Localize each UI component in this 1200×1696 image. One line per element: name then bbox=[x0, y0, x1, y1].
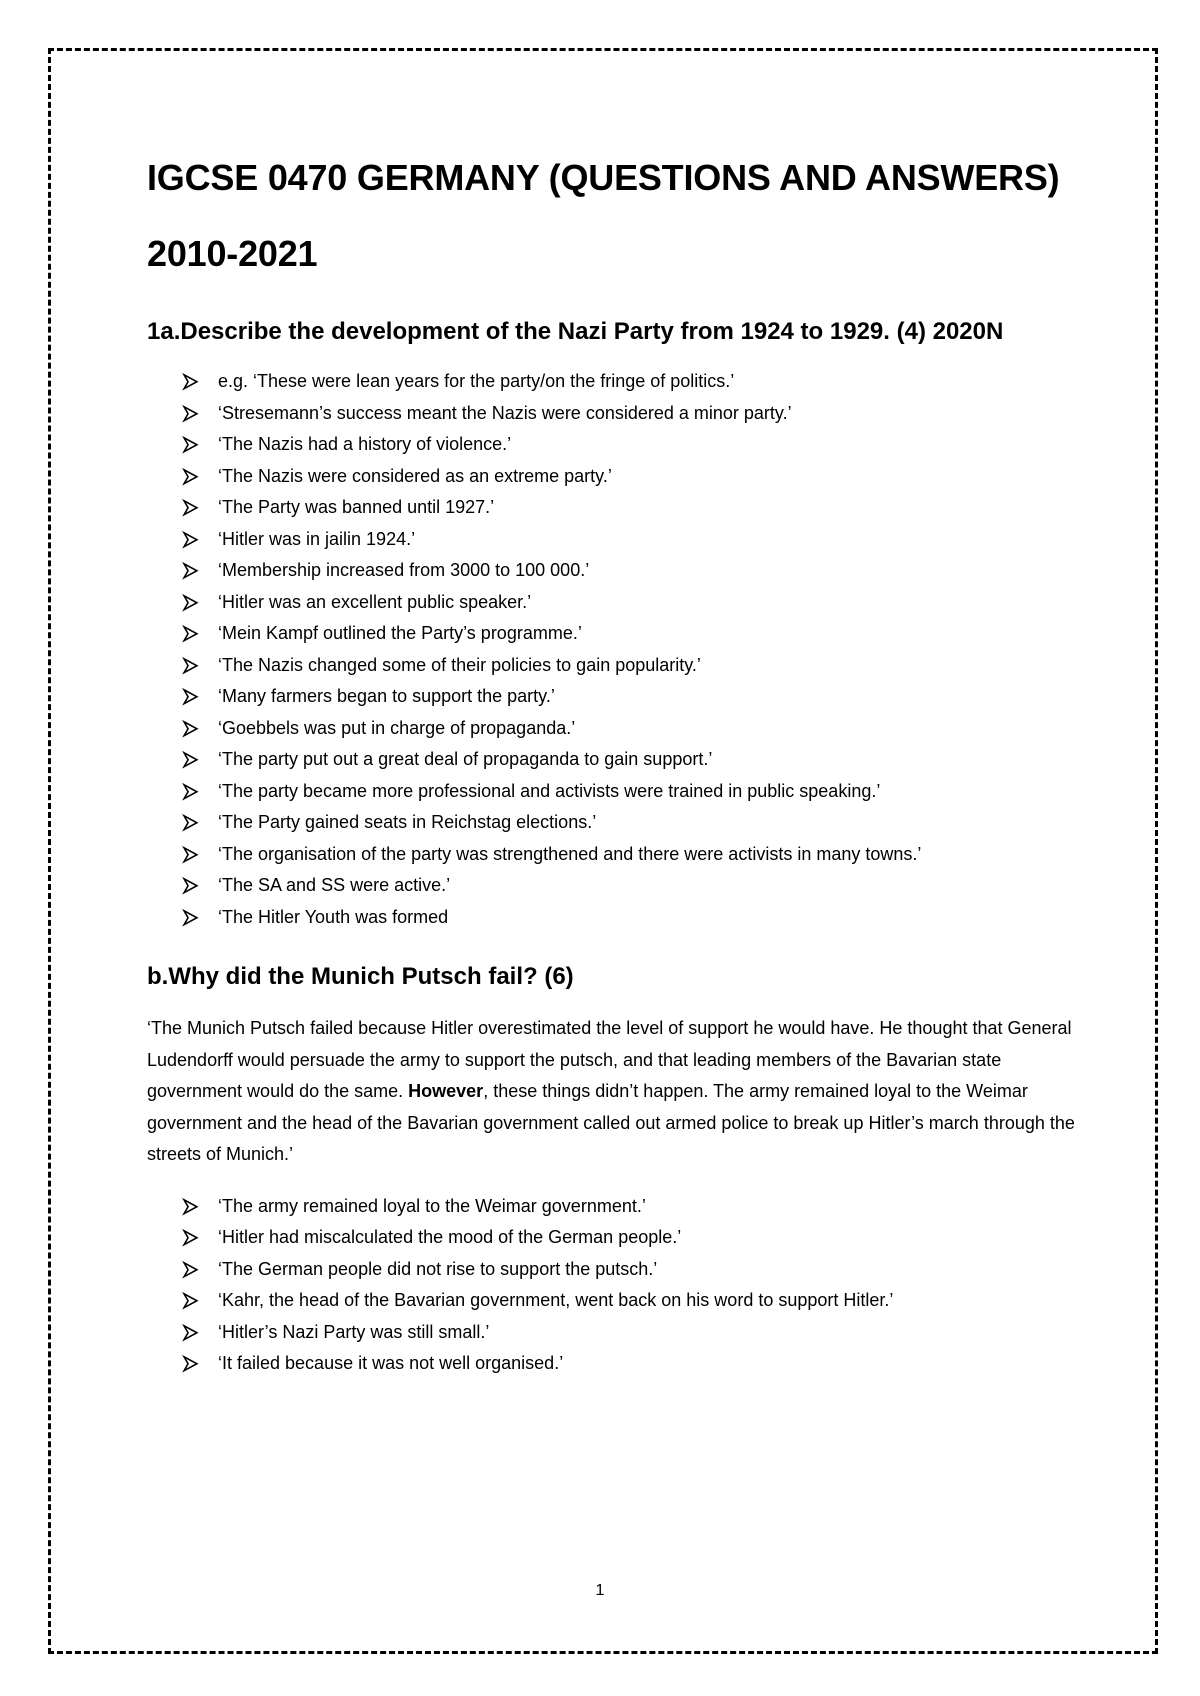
document-content bbox=[147, 140, 1077, 1380]
answer-item bbox=[181, 366, 1077, 398]
arrowhead-bullet-icon bbox=[181, 681, 201, 713]
title-line-2: 2010-2021 bbox=[147, 233, 318, 274]
arrowhead-bullet-icon bbox=[181, 492, 201, 524]
answer-text: ‘The Nazis were considered as an extreme party.’ bbox=[218, 465, 612, 486]
arrowhead-bullet-icon bbox=[181, 429, 201, 461]
answer-text: ‘The Nazis had a history of violence.’ bbox=[218, 434, 512, 454]
answer-item bbox=[181, 1317, 1077, 1349]
arrowhead-bullet-icon bbox=[181, 870, 201, 902]
answer-item bbox=[181, 524, 1077, 556]
question-b-heading: b.Why did the Munich Putsch fail? (6) bbox=[147, 963, 574, 990]
arrowhead-bullet-icon bbox=[181, 839, 201, 871]
answer-item bbox=[181, 744, 1077, 776]
answer-item bbox=[181, 870, 1077, 902]
answer-text: ‘The Party was banned until 1927.’ bbox=[218, 497, 495, 517]
arrowhead-bullet-icon bbox=[181, 524, 201, 556]
answer-text: ‘The organisation of the party was strengthened and there were activists in many towns.’ bbox=[218, 843, 922, 864]
arrowhead-bullet-icon bbox=[181, 1348, 201, 1380]
answer-text: ‘Hitler had miscalculated the mood of the German people.’ bbox=[218, 1227, 682, 1247]
answer-item bbox=[181, 681, 1077, 713]
answer-item bbox=[181, 1191, 1077, 1223]
answer-text: ‘The party put out a great deal of propaganda to gain support.’ bbox=[218, 749, 713, 769]
answer-item bbox=[181, 902, 1077, 934]
answer-item bbox=[181, 555, 1077, 587]
answer-text: e.g. ‘These were lean years for the party/on the fringe of politics.’ bbox=[218, 371, 735, 391]
answer-item bbox=[181, 713, 1077, 745]
answer-text: ‘The German people did not rise to support the putsch.’ bbox=[218, 1258, 658, 1279]
answer-text: ‘Mein Kampf outlined the Party’s programme.’ bbox=[218, 623, 582, 643]
arrowhead-bullet-icon bbox=[181, 461, 201, 493]
answer-item bbox=[181, 839, 1077, 871]
answer-item bbox=[181, 1222, 1077, 1254]
answer-text: ‘The party became more professional and activists were trained in public speaking.’ bbox=[218, 780, 881, 801]
title-line-1: IGCSE 0470 GERMANY (QUESTIONS AND ANSWERS) bbox=[147, 157, 1060, 198]
answer-item bbox=[181, 650, 1077, 682]
answer-text: ‘The Hitler Youth was formed bbox=[218, 906, 449, 927]
answer-text: ‘The Party gained seats in Reichstag elections.’ bbox=[218, 812, 597, 832]
page-number: 1 bbox=[595, 1582, 605, 1599]
question-b-paragraph bbox=[147, 1013, 1077, 1171]
arrowhead-bullet-icon bbox=[181, 1285, 201, 1317]
answer-text: ‘Hitler was in jailin 1924.’ bbox=[218, 528, 416, 549]
answer-item bbox=[181, 429, 1077, 461]
question-a-answer-list bbox=[147, 366, 1077, 933]
arrowhead-bullet-icon bbox=[181, 902, 201, 934]
answer-item bbox=[181, 398, 1077, 430]
arrowhead-bullet-icon bbox=[181, 618, 201, 650]
answer-item bbox=[181, 618, 1077, 650]
arrowhead-bullet-icon bbox=[181, 776, 201, 808]
arrowhead-bullet-icon bbox=[181, 1191, 201, 1223]
answer-text: ‘It failed because it was not well organised.’ bbox=[218, 1353, 564, 1373]
arrowhead-bullet-icon bbox=[181, 1254, 201, 1286]
answer-text: ‘Membership increased from 3000 to 100 000.’ bbox=[218, 560, 590, 580]
paragraph-bold-word: However bbox=[408, 1081, 484, 1101]
answer-text: ‘Kahr, the head of the Bavarian government, went back on his word to support Hitler.’ bbox=[218, 1290, 894, 1310]
answer-text: ‘The army remained loyal to the Weimar government.’ bbox=[218, 1195, 646, 1216]
answer-text: ‘Hitler’s Nazi Party was still small.’ bbox=[218, 1321, 490, 1342]
paragraph-text-start: ‘The Munich Putsch failed because Hitler overestimated the level of support he would have. He thought that General Ludendorff would persuade the army to support the putsch, and that leading members of the Bavarian state government would do the same. bbox=[147, 1018, 1072, 1101]
answer-item bbox=[181, 1348, 1077, 1380]
answer-item bbox=[181, 492, 1077, 524]
answer-text: ‘Many farmers began to support the party.’ bbox=[218, 686, 555, 706]
answer-item bbox=[181, 776, 1077, 808]
question-b-answer-list bbox=[147, 1191, 1077, 1380]
answer-text: ‘Stresemann’s success meant the Nazis were considered a minor party.’ bbox=[218, 402, 792, 423]
arrowhead-bullet-icon bbox=[181, 366, 201, 398]
document-title bbox=[147, 140, 1077, 292]
arrowhead-bullet-icon bbox=[181, 587, 201, 619]
answer-text: ‘Goebbels was put in charge of propaganda.’ bbox=[218, 717, 576, 738]
arrowhead-bullet-icon bbox=[181, 555, 201, 587]
answer-text: ‘Hitler was an excellent public speaker.’ bbox=[218, 591, 532, 612]
arrowhead-bullet-icon bbox=[181, 744, 201, 776]
paragraph-text-end: , these things didn’t happen. The army remained loyal to the Weimar government and the head of the Bavarian government called out armed police to break up Hitler’s march through the streets of Munich.’ bbox=[147, 1081, 1075, 1164]
arrowhead-bullet-icon bbox=[181, 1222, 201, 1254]
arrowhead-bullet-icon bbox=[181, 1317, 201, 1349]
answer-item bbox=[181, 461, 1077, 493]
answer-item bbox=[181, 1285, 1077, 1317]
arrowhead-bullet-icon bbox=[181, 650, 201, 682]
answer-text: ‘The Nazis changed some of their policies to gain popularity.’ bbox=[218, 654, 701, 675]
question-a-heading: 1a.Describe the development of the Nazi Party from 1924 to 1929. (4) 2020N bbox=[147, 318, 1004, 345]
answer-item bbox=[181, 807, 1077, 839]
answer-item bbox=[181, 587, 1077, 619]
answer-item bbox=[181, 1254, 1077, 1286]
arrowhead-bullet-icon bbox=[181, 398, 201, 430]
arrowhead-bullet-icon bbox=[181, 713, 201, 745]
answer-text: ‘The SA and SS were active.’ bbox=[218, 875, 451, 895]
arrowhead-bullet-icon bbox=[181, 807, 201, 839]
